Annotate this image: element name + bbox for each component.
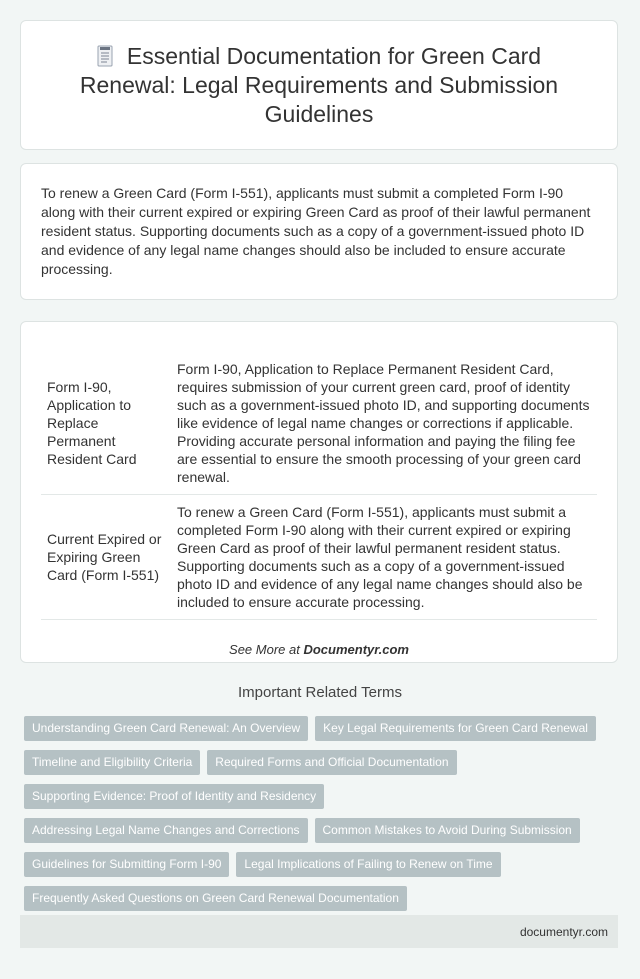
footer-site-link[interactable]: documentyr.com [519, 924, 608, 939]
related-term-tag[interactable]: Timeline and Eligibility Criteria [24, 750, 200, 775]
term-cell: Form I-90, Application to Replace Permanent Resident Card [41, 352, 169, 495]
related-term-tag[interactable]: Guidelines for Submitting Form I-90 [24, 852, 229, 877]
intro-text: To renew a Green Card (Form I-551), applicants must submit a completed Form I-90 along with their current expired or expiring Green Card as proof of their lawful permanent resident status. Supporting documents such as a copy of a government-issued photo ID and evidence of any legal name changes should also be included to ensure accurate processing. [41, 185, 591, 277]
related-term-tag[interactable]: Frequently Asked Questions on Green Card Renewal Documentation [24, 886, 407, 911]
related-terms-list [24, 716, 620, 920]
related-term-tag[interactable]: Legal Implications of Failing to Renew on Time [236, 852, 500, 877]
definitions-card [20, 321, 618, 663]
related-term-tag[interactable]: Supporting Evidence: Proof of Identity and Residency [24, 784, 324, 809]
related-term-tag[interactable]: Common Mistakes to Avoid During Submission [315, 818, 580, 843]
related-term-tag[interactable]: Addressing Legal Name Changes and Corrections [24, 818, 308, 843]
see-more-link[interactable]: Documentyr.com [303, 642, 409, 657]
page-title-text: Essential Documentation for Green Card Renewal: Legal Requirements and Submission Guidelines [79, 42, 559, 127]
description-cell: To renew a Green Card (Form I-551), applicants must submit a completed Form I-90 along with their current expired or expiring Green Card as proof of their lawful permanent resident status. Supporting documents such as a copy of a government-issued photo ID and evidence of any legal name changes should also be included to ensure accurate processing. [169, 495, 597, 620]
related-terms-heading: Important Related Terms [238, 684, 402, 701]
related-term-tag[interactable]: Key Legal Requirements for Green Card Renewal [315, 716, 596, 741]
table-row [41, 495, 597, 620]
see-more-prefix: See More at [229, 642, 304, 657]
description-cell: Form I-90, Application to Replace Permanent Resident Card, requires submission of your current green card, proof of identity such as a government-issued photo ID, and supporting documents like evidence of legal name changes or corrections if applicable. Providing accurate personal information and paying the filing fee are essential to ensure the smooth processing of your green card renewal. [169, 352, 597, 495]
table-row [41, 352, 597, 495]
intro-card [20, 163, 618, 300]
related-term-tag[interactable]: Understanding Green Card Renewal: An Overview [24, 716, 308, 741]
footer [20, 915, 618, 948]
title-card [20, 20, 618, 150]
related-term-tag[interactable]: Required Forms and Official Documentation [207, 750, 456, 775]
see-more-line [41, 642, 597, 657]
document-icon [97, 45, 113, 67]
page-title [61, 42, 577, 129]
definitions-table [41, 352, 597, 620]
term-cell: Current Expired or Expiring Green Card (Form I-551) [41, 495, 169, 620]
